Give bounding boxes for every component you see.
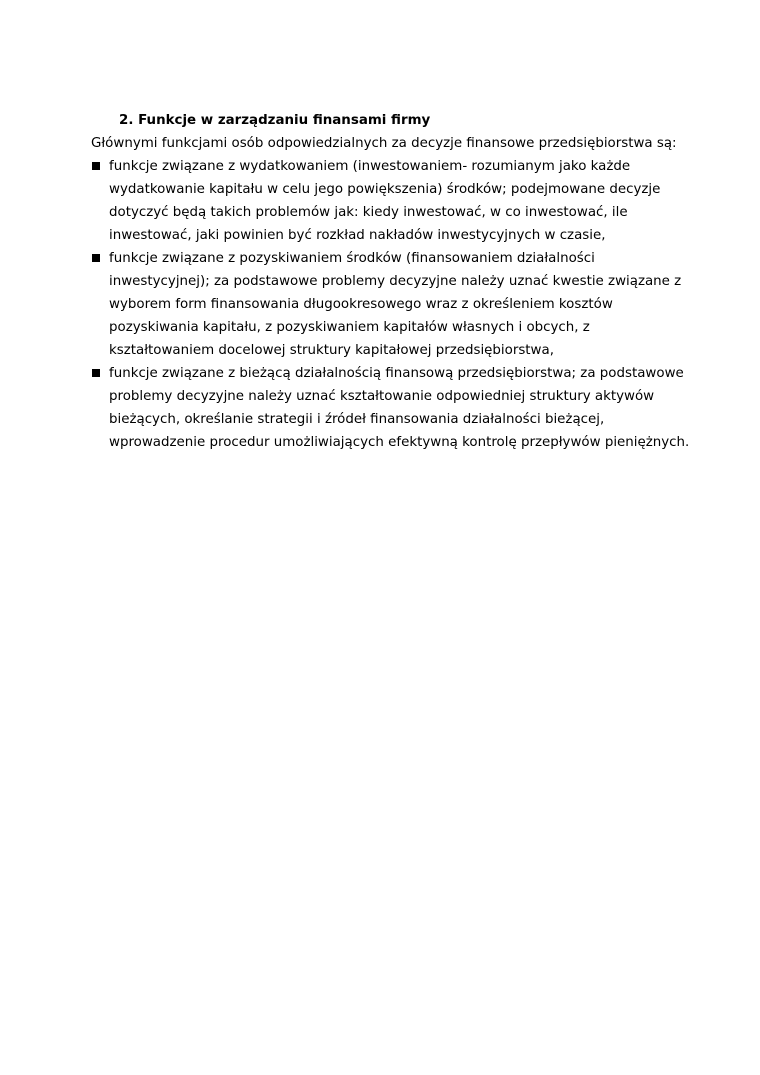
text-line: wprowadzenie procedur umożliwiających efektywną kontrolę przepływów pieniężnych.: [109, 435, 690, 450]
text-line: kształtowaniem docelowej struktury kapitałowej przedsiębiorstwa,: [109, 343, 554, 358]
section-heading: 2. Funkcje w zarządzaniu finansami firmy: [119, 113, 431, 128]
text-line: problemy decyzyjne należy uznać kształtowanie odpowiedniej struktury aktywów: [109, 389, 655, 404]
list-item: [91, 362, 691, 454]
list-item: [91, 155, 691, 247]
text-line: dotyczyć będą takich problemów jak: kiedy inwestować, w co inwestować, ile: [109, 205, 628, 220]
text-line: funkcje związane z pozyskiwaniem środków (finansowaniem działalności: [109, 251, 595, 266]
intro-paragraph: Głównymi funkcjami osób odpowiedzialnych za decyzje finansowe przedsiębiorstwa są:: [91, 136, 677, 151]
list-item: [91, 247, 691, 362]
text-line: inwestować, jaki powinien być rozkład nakładów inwestycyjnych w czasie,: [109, 228, 606, 243]
text-line: funkcje związane z wydatkowaniem (inwestowaniem- rozumianym jako każde: [109, 159, 631, 174]
text-line: wyborem form finansowania długookresowego wraz z określeniem kosztów: [109, 297, 613, 312]
square-bullet-icon: [92, 254, 100, 262]
text-line: bieżących, określanie strategii i źródeł finansowania działalności bieżącej,: [109, 412, 605, 427]
bullet-list: [91, 155, 691, 454]
text-line: wydatkowanie kapitału w celu jego powiększenia) środków; podejmowane decyzje: [109, 182, 661, 197]
text-line: pozyskiwania kapitału, z pozyskiwaniem kapitałów własnych i obcych, z: [109, 320, 590, 335]
square-bullet-icon: [92, 369, 100, 377]
square-bullet-icon: [92, 162, 100, 170]
text-line: funkcje związane z bieżącą działalnością finansową przedsiębiorstwa; za podstawowe: [109, 366, 684, 381]
text-line: inwestycyjnej); za podstawowe problemy decyzyjne należy uznać kwestie związane z: [109, 274, 682, 289]
